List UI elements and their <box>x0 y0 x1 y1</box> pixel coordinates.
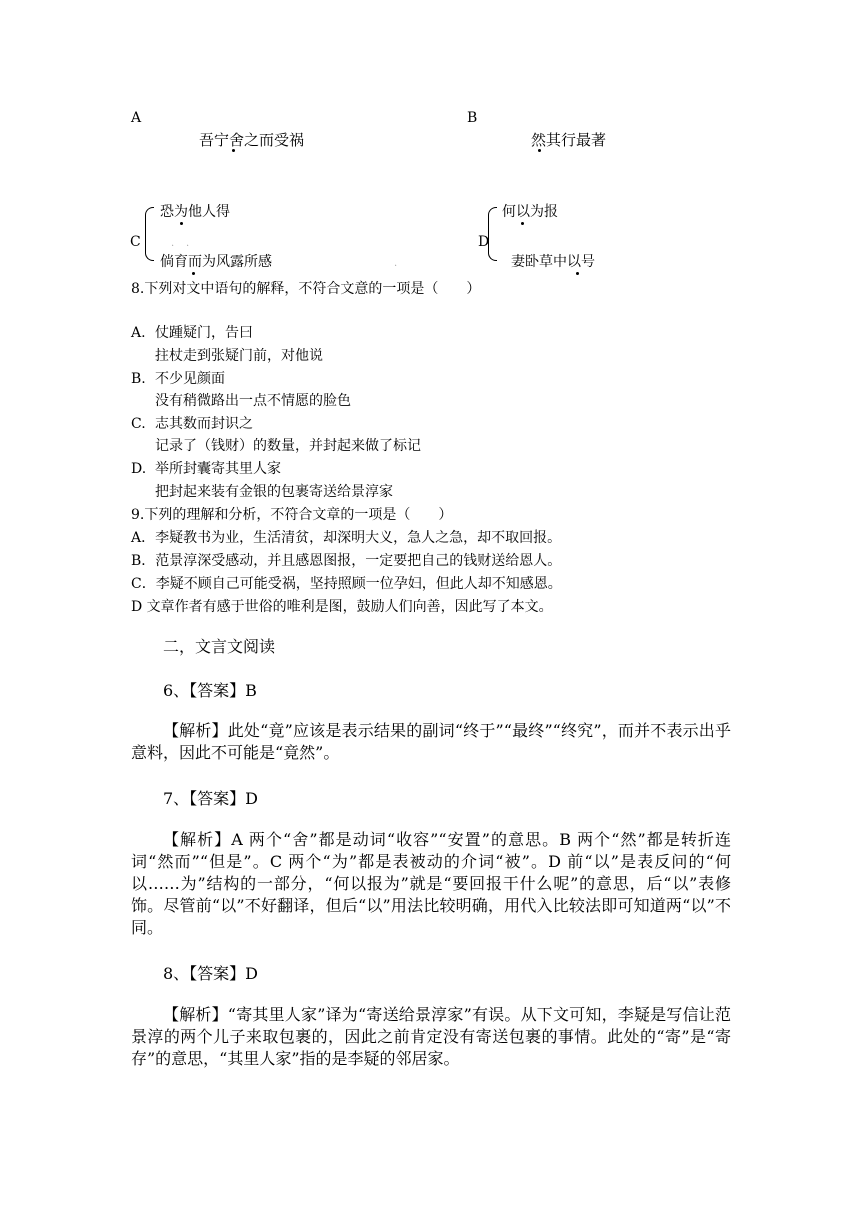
analysis-6: 【解析】此处“竟”应该是表示结果的副词“终于”“最终”“终究”，而并不表示出乎意料，因此不可能是“竟然”。 <box>131 721 731 762</box>
answer-7: 7、【答案】D <box>163 789 259 808</box>
q8-item-label: B. <box>131 371 146 387</box>
q9-option: D 文章作者有感于世俗的唯利是图，鼓励人们向善，因此写了本文。 <box>131 599 553 615</box>
brace-d <box>488 207 497 261</box>
analysis-7: 【解析】A 两个“舍”都是动词“收容”“安置”的意思。B 两个“然”都是转折连词“然而”“但是”。C 两个“为”都是表被动的介词“被”。D 前“以”是表反问的“何以……为”结构的一部分，“何以报为”就是“要回报干什么呢”的意思，后“以”表修饰。尽管前“以”不好翻译，但后“以”用法比较明确，用代入比较法即可知道两“以”不同。 <box>131 830 731 937</box>
emphasis-dot <box>232 149 235 152</box>
q8-item-explain: 记录了（钱财）的数量，并封起来做了标记 <box>155 438 421 454</box>
q8-item-label: A. <box>131 325 146 341</box>
faint-mark: . <box>171 238 175 249</box>
section-title: 二，文言文阅读 <box>163 637 276 656</box>
faint-mark: . <box>394 258 398 269</box>
q9-option: A．李疑教书为业，生活清贫，却深明大义，急人之急，却不取回报。 <box>131 530 562 546</box>
q9-option: C．李疑不顾自己可能受祸，坚持照顾一位孕妇，但此人却不知感恩。 <box>131 576 562 592</box>
option-a-letter: A <box>131 110 142 126</box>
emphasis-dot <box>576 272 579 275</box>
emphasis-dot <box>180 222 183 225</box>
option-d-line2: 妻卧草中以号 <box>511 254 595 270</box>
analysis-8: 【解析】“寄其里人家”译为“寄送给景淳家”有误。从下文可知，李疑是写信让范景淳的两个儿子来取包裹的，因此之前肯定没有寄送包裹的事情。此处的“寄”是“寄存”的意思，“其里人家”指的是李疑的邻居家。 <box>131 1005 731 1068</box>
option-b-text: 然其行最著 <box>531 131 607 149</box>
q8-item-sentence: 仗踵疑门，告曰 <box>155 325 253 341</box>
answer-6: 6、【答案】B <box>163 681 257 700</box>
option-c-letter: C <box>130 234 141 250</box>
emphasis-dot <box>192 272 195 275</box>
brace-c <box>145 207 154 261</box>
q9-stem: 9.下列的理解和分析，不符合文章的一项是（ ） <box>131 507 453 523</box>
q8-item-explain: 没有稍微路出一点不情愿的脸色 <box>155 393 351 409</box>
option-a-text: 吾宁舍之而受祸 <box>199 131 305 149</box>
q8-item-label: D. <box>131 461 147 477</box>
emphasis-dot <box>538 149 541 152</box>
option-d-letter: D <box>478 234 490 250</box>
q8-item-explain: 把封起来装有金银的包裹寄送给景淳家 <box>155 484 393 500</box>
q8-item-sentence: 志其数而封识之 <box>155 416 253 432</box>
answer-8: 8、【答案】D <box>163 964 259 983</box>
q8-stem: 8.下列对文中语句的解释，不符合文意的一项是（ ） <box>131 281 481 297</box>
q8-item-sentence: 举所封囊寄其里人家 <box>155 461 281 477</box>
option-d-line1: 何以为报 <box>502 204 558 220</box>
q8-item-explain: 拄杖走到张疑门前，对他说 <box>155 348 323 364</box>
option-b-letter: B <box>467 110 478 126</box>
q9-option: B．范景淳深受感动，并且感恩图报，一定要把自己的钱财送给恩人。 <box>131 553 562 569</box>
option-c-line2: 倘育而为风露所感 <box>160 254 272 270</box>
emphasis-dot <box>521 222 524 225</box>
q8-item-label: C. <box>131 416 146 432</box>
option-c-line1: 恐为他人得 <box>160 204 230 220</box>
q8-item-sentence: 不少见颜面 <box>155 371 225 387</box>
faint-mark: . <box>186 238 190 249</box>
